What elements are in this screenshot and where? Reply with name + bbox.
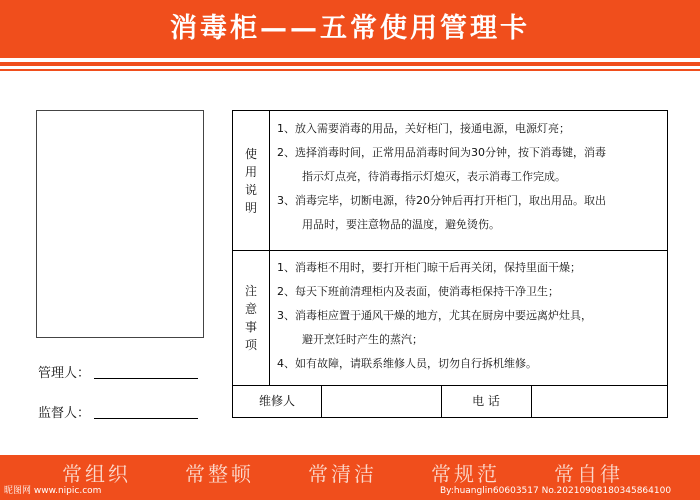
manager-signature — [38, 362, 90, 381]
header-rule-thick — [0, 62, 700, 66]
manager-signature-line — [94, 378, 198, 379]
slogan-discipline: 常自律 — [554, 462, 623, 486]
section-label-char: 使 — [244, 146, 257, 161]
instruction-item — [277, 352, 661, 376]
usage-label — [233, 111, 269, 250]
slogan-order: 常整顿 — [185, 462, 254, 486]
phone-value-cell — [531, 385, 667, 417]
usage-items — [277, 117, 661, 237]
instruction-item — [277, 304, 661, 352]
instruction-line: 2、每天下班前清理柜内及表面，使消毒柜保持干净卫生； — [277, 285, 559, 298]
section-label-char: 明 — [244, 200, 257, 215]
section-label-char: 用 — [244, 164, 257, 179]
instruction-continuation: 避开烹饪时产生的蒸汽； — [302, 333, 423, 346]
instruction-continuation: 指示灯点亮，待消毒指示灯熄灭，表示消毒工作完成。 — [302, 170, 566, 183]
instruction-item — [277, 117, 661, 141]
section-divider — [233, 250, 667, 251]
photo-frame — [36, 110, 204, 338]
repair-value-cell — [321, 385, 441, 417]
slogan-clean: 常清洁 — [308, 462, 377, 486]
instruction-line: 3、消毒完毕，切断电源，待20分钟后再打开柜门，取出用品。取出 — [277, 194, 606, 207]
supervisor-signature-line — [94, 418, 198, 419]
notes-label — [233, 250, 269, 385]
header-rule-thin — [0, 69, 700, 71]
repair-label: 维修人 — [258, 394, 295, 408]
header-banner — [0, 0, 700, 58]
instruction-line: 2、选择消毒时间，正常用品消毒时间为30分钟，按下消毒键，消毒 — [277, 146, 606, 159]
instruction-item — [277, 280, 661, 304]
instruction-item — [277, 256, 661, 280]
instruction-line: 1、放入需要消毒的用品，关好柜门，接通电源，电源灯亮； — [277, 122, 570, 135]
instruction-line: 4、如有故障，请联系维修人员，切勿自行拆机维修。 — [277, 357, 537, 370]
slogan-standardize: 常规范 — [431, 462, 500, 486]
page-title: 消毒柜——五常使用管理卡 — [170, 13, 530, 44]
supervisor-label: 监督人： — [38, 406, 91, 421]
section-label-char: 事 — [244, 319, 257, 334]
slogan-organize: 常组织 — [62, 462, 131, 486]
label-column-divider — [269, 111, 270, 385]
section-label-char: 项 — [244, 337, 257, 352]
section-label-char: 说 — [244, 182, 257, 197]
supervisor-signature — [38, 402, 90, 421]
phone-label: 电 话 — [472, 394, 500, 408]
instruction-card — [232, 110, 668, 418]
section-label-char: 注 — [244, 283, 257, 298]
section-label-char: 意 — [244, 301, 257, 316]
instruction-line: 1、消毒柜不用时，要打开柜门晾干后再关闭，保持里面干燥； — [277, 261, 581, 274]
watermark-site: 昵图网 www.nipic.com — [4, 486, 102, 496]
instruction-continuation: 用品时，要注意物品的温度，避免烫伤。 — [302, 218, 500, 231]
notes-items — [277, 256, 661, 376]
instruction-item — [277, 141, 661, 189]
instruction-line: 3、消毒柜应置于通风干燥的地方，尤其在厨房中要远离炉灶具， — [277, 309, 592, 322]
manager-label: 管理人： — [38, 366, 91, 381]
watermark-id: By:huanglin60603517 No.20210908180345864100 — [440, 486, 672, 496]
instruction-item — [277, 189, 661, 237]
